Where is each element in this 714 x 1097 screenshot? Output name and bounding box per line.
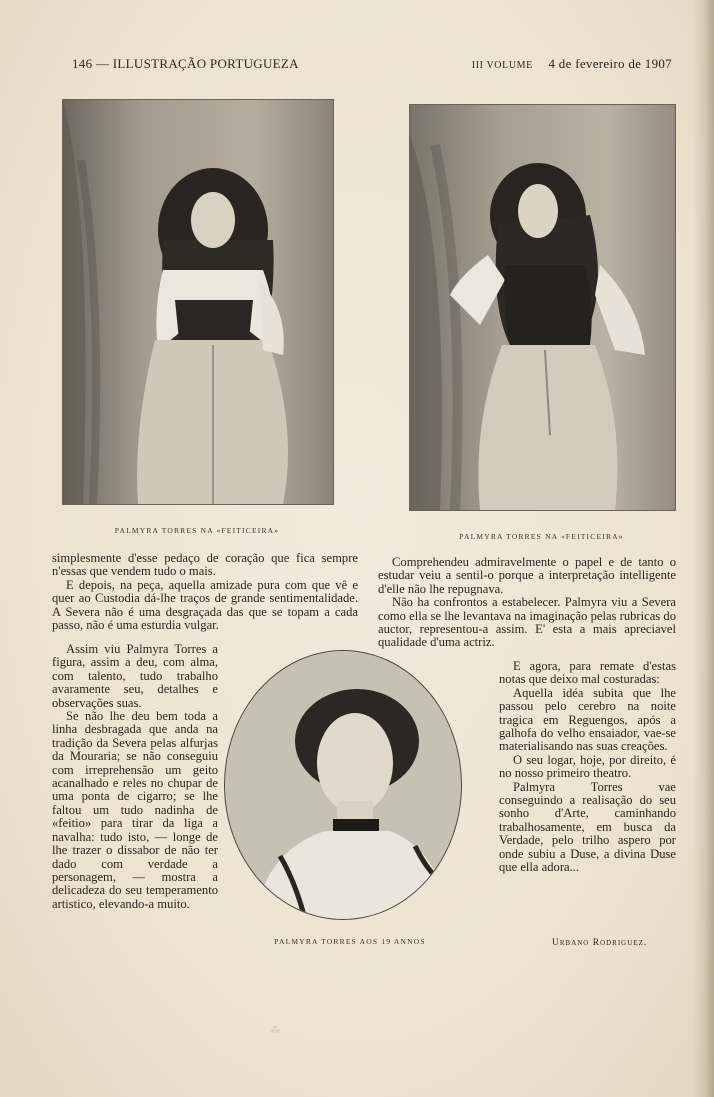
right-column-top [378,556,676,650]
right-paragraph-6: Palmyra Torres vae conseguindo a realisação do seu sonho d'Arte, caminhando trabalhosamente, em busca da Verdade, pelo trilho aspero por onde subiu a Duse, a divina Duse que ella adora... [499,779,676,875]
left-paragraph-4: Se não lhe deu bem toda a linha desbragada que anda na tradição da Severa pelas alfurjas da Mouraria; se não conseguiu com irreprehensão um geito acanalhado e reles no chupar de uma ponta de cigarro; se lhe faltou um tudo nadinha de «feitio» para tirar da liga a navalha: tudo isto, — longe de lhe trazer o dissabor de não ter dado com verdade a personagem, — mostra a delicadeza do seu temperamento artistico, elevando-a muito. [52,709,218,911]
right-paragraph-4: Aquella idéa subita que lhe passou pelo cerebro na noite tragica em Reguengos, após a galhofa do velho ensaiador, vae-se materialisando nas suas creações. [499,685,676,754]
photo-feiticeira-left [62,99,334,505]
issue-date: 4 de fevereiro de 1907 [548,56,672,71]
left-paragraph-3: Assim viu Palmyra Torres a figura, assim a deu, com alma, com talento, tudo trabalho avaramente seu, detalhes e observações suas. [52,642,218,710]
caption-photo-right: PALMYRA TORRES NA «FEITICEIRA» [459,532,624,541]
right-paragraph-1: Comprehendeu admiravelmente o papel e de tanto o estudar veiu a sentil-o porque a interpretação intelligente d'elle não lhe repugnava. [378,555,676,596]
photo-feiticeira-left-image [63,100,333,504]
right-paragraph-5: O seu logar, hoje, por direito, é no nosso primeiro theatro. [499,752,676,781]
caption-photo-left: PALMYRA TORRES NA «FEITICEIRA» [114,526,280,535]
page-header [72,56,672,76]
left-column-top [52,552,358,632]
right-column-narrow [499,660,676,875]
portrait-19-annos [224,650,462,920]
page-title: 146 — ILLUSTRAÇÃO PORTUGUEZA [72,56,299,71]
volume-label: III VOLUME [471,60,533,71]
bleed-through-text: ⁂ [270,1025,282,1036]
left-paragraph-2: E depois, na peça, aquella amizade pura com que vê e quer ao Custodia dá-lhe traços de grande sentimentalidade. A Severa não é uma desgraçada das que se topam a cada passo, não é uma esturdia vulgar. [52,577,358,633]
left-paragraph-1: simplesmente d'esse pedaço de coração que fica sempre n'essas que vendem tudo o mais. [52,551,358,579]
caption-portrait: PALMYRA TORRES AOS 19 ANNOS [274,937,426,946]
page-spine-shadow [692,0,714,1097]
right-paragraph-2: Não ha confrontos a estabelecer. Palmyra viu a Severa como ella se lhe levantava na imaginação pelas rubricas do auctor, representou-a assim. E' esta a mais apreciavel qualidade d'uma actriz. [378,595,676,650]
right-paragraph-3: E agora, para remate d'estas notas que deixo mal costuradas: [499,659,676,687]
portrait-19-annos-image [225,651,461,919]
author-signature: Urbano Rodriguez. [552,938,648,948]
issue-info [472,56,672,72]
photo-feiticeira-right-image [410,105,675,510]
left-column-narrow [52,643,218,911]
photo-feiticeira-right [409,104,676,511]
